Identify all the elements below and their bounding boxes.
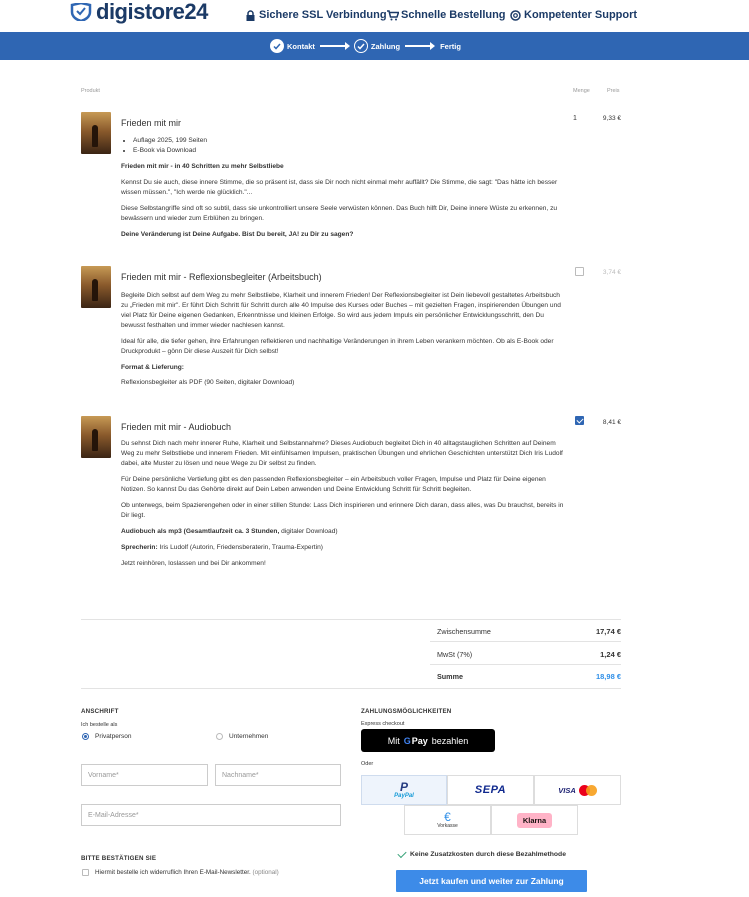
- product-description: [121, 291, 567, 394]
- vorkasse-label: Vorkasse: [437, 823, 458, 829]
- product-paragraph: Kennst Du sie auch, diese innere Stimme, die so präsent ist, dass sie Dir noch nicht einmal mehr auffällt? Die Stimme, die sagt: "Das hätte ich besser wissen müssen.", "Ich werde nie glücklich."...: [121, 179, 558, 196]
- product-format-rest: digitaler Download): [279, 528, 338, 535]
- company-radio[interactable]: [216, 733, 223, 740]
- trust-support-label: Kompetenter Support: [524, 9, 638, 21]
- product-speaker-rest: Iris Ludolf (Autorin, Friedensberaterin, Trauma-Expertin): [157, 544, 323, 551]
- product-subtitle: Frieden mit mir - in 40 Schritten zu mehr Selbstliebe: [121, 163, 284, 170]
- visa-mastercard-logo: [558, 785, 597, 796]
- product-bullet: • E-Book via Download: [133, 146, 567, 156]
- address-heading: ANSCHRIFT: [81, 708, 119, 715]
- sum-value: 18,98 €: [595, 672, 621, 681]
- product-paragraph: Für Deine persönliche Vertiefung gibt es den passenden Reflexionsbegleiter – ein Arbeitsbuch voller Fragen, Impulse und Platz für Deine eigenen Notizen. So kannst Du das Gehörte direkt auf Dein Leben anwenden und Deine Entwicklung Schritt für Schritt begleiten.: [121, 476, 546, 493]
- klarna-logo: Klarna: [517, 813, 552, 828]
- column-quantity: Menge: [573, 88, 590, 94]
- checkout-progress-bar: [0, 32, 749, 60]
- buy-now-button[interactable]: Jetzt kaufen und weiter zur Zahlung: [396, 870, 587, 892]
- totals-divider: [430, 664, 621, 665]
- vat-value: 1,24 €: [600, 650, 621, 659]
- confirm-heading: BITTE BESTÄTIGEN SIE: [81, 855, 157, 862]
- totals-divider: [430, 641, 621, 642]
- product-image: [81, 416, 111, 458]
- paypal-icon: P: [399, 780, 408, 794]
- card-option[interactable]: [534, 775, 621, 805]
- order-as-label: Ich bestelle als: [81, 722, 118, 728]
- trust-support: [510, 9, 637, 21]
- lock-icon: [245, 10, 256, 21]
- product-title: Frieden mit mir - Audiobuch: [121, 422, 232, 432]
- step-current-check-icon: [354, 39, 368, 53]
- check-icon: [397, 848, 406, 857]
- or-label: Oder: [361, 761, 374, 767]
- product-closing: Jetzt reinhören, loslassen und bei Dir ankommen!: [121, 560, 266, 567]
- private-person-radio[interactable]: [82, 733, 89, 740]
- paypal-label: PayPal: [394, 793, 414, 799]
- trust-fast: [387, 9, 506, 21]
- product-price: 8,41 €: [602, 419, 621, 426]
- lastname-input[interactable]: Nachname*: [215, 764, 341, 786]
- product-price: 9,33 €: [602, 115, 621, 122]
- vat-label: MwSt (7%): [437, 650, 473, 659]
- product-price: 3,74 €: [602, 269, 621, 276]
- product-image: [81, 112, 111, 154]
- top-header: [0, 0, 749, 32]
- step-done: Fertig: [440, 41, 461, 51]
- logo-text: digistore24: [96, 0, 208, 24]
- newsletter-optional: (optional): [252, 869, 279, 876]
- email-input[interactable]: E-Mail-Adresse*: [81, 804, 341, 826]
- gpay-pay: Pay: [411, 735, 428, 746]
- product-speaker-bold: Sprecherin:: [121, 544, 158, 551]
- product-bullet: • Auflage 2025, 199 Seiten: [133, 136, 567, 146]
- newsletter-label[interactable]: [95, 869, 279, 876]
- product-format-text: Reflexionsbegleiter als PDF (90 Seiten, digitaler Download): [121, 379, 295, 386]
- trust-ssl: [245, 9, 387, 21]
- newsletter-checkbox[interactable]: [82, 869, 89, 876]
- product-title: Frieden mit mir: [121, 118, 182, 128]
- no-fees-text: Keine Zusatzkosten durch diese Bezahlmethode: [410, 851, 566, 858]
- cart-icon: [387, 10, 398, 21]
- trust-fast-label: Schnelle Bestellung: [401, 9, 506, 21]
- product-paragraph: Ideal für alle, die tiefer gehen, ihre Erfahrungen reflektieren und nachhaltige Veränderungen in ihrem Leben verankern möchten. Ob als E-Book oder Druckprodukt – gönn Dir diese Auszeit für Dich selbst!: [121, 338, 554, 355]
- google-pay-button[interactable]: [361, 729, 495, 752]
- product-paragraph: Du sehnst Dich nach mehr innerer Ruhe, Klarheit und Selbstannahme? Dieses Audiobuch begleitet Dich in 40 alltagstauglichen Schritten auf Deinem Weg zu mehr Selbstliebe und innerem Frieden. Mit einfühlsamen Impulsen, praktischen Übungen und ehrlichen Geschichten unterstützt Dich Iris Ludolf dabei, alte Muster zu lösen und neue Wege zu Dir selbst zu finden.: [121, 440, 563, 467]
- step-arrow-icon: [320, 45, 346, 47]
- gpay-prefix: Mit: [387, 735, 400, 746]
- step-payment: Zahlung: [370, 41, 401, 51]
- product-image: [81, 266, 111, 308]
- column-product: Produkt: [81, 88, 100, 94]
- totals-divider: [81, 619, 621, 620]
- product-description: [121, 439, 567, 575]
- product-paragraph-bold: Deine Veränderung ist Deine Aufgabe. Bist Du bereit, JA! zu Dir zu sagen?: [121, 231, 354, 238]
- step-contact: Kontakt: [287, 41, 315, 51]
- product-quantity: 1: [573, 115, 577, 122]
- firstname-input[interactable]: Vorname*: [81, 764, 208, 786]
- product-paragraph: Diese Selbstangriffe sind oft so subtil, dass sie unkontrolliert unsere Seele verwüsten können. Das Buch hilft Dir, Deine innere Wüste zu erkennen, zu bewässern und wieder zum Erblühen zu bringen.: [121, 205, 558, 222]
- product-description: [121, 136, 567, 246]
- sepa-option[interactable]: [447, 775, 534, 805]
- google-g-icon: G: [403, 735, 411, 746]
- visa-label: VISA: [558, 785, 576, 795]
- company-label[interactable]: Unternehmen: [229, 733, 269, 740]
- step-done-check-icon: [270, 39, 284, 53]
- euro-icon: €: [444, 810, 451, 824]
- product-format-bold: Audiobuch als mp3 (Gesamtlaufzeit ca. 3 Stunden,: [121, 528, 280, 535]
- payment-heading: ZAHLUNGSMÖGLICHKEITEN: [361, 708, 452, 715]
- express-checkout-label: Express checkout: [361, 721, 405, 727]
- newsletter-text: Hiermit bestelle ich widerruflich Ihren E-Mail-Newsletter.: [95, 869, 251, 876]
- no-fees-note: [398, 851, 566, 858]
- sum-label: Summe: [437, 672, 463, 681]
- step-arrow-icon: [405, 45, 431, 47]
- column-price: Preis: [607, 88, 620, 94]
- product-format-heading: Format & Lieferung:: [121, 364, 185, 371]
- logo-shield-icon: [70, 3, 92, 21]
- trust-ssl-label: Sichere SSL Verbindung: [259, 9, 387, 21]
- subtotal-label: Zwischensumme: [437, 627, 491, 636]
- product-paragraph: Ob unterwegs, beim Spazierengehen oder in einer stillen Stunde: Lass Dich inspirieren und erinnere Dich daran, dass alles, was Du brauchst, bereits in Dir liegt.: [121, 502, 564, 519]
- totals-divider: [81, 688, 621, 689]
- logo[interactable]: [70, 2, 208, 22]
- klarna-option[interactable]: [491, 805, 578, 835]
- product-title: Frieden mit mir - Reflexionsbegleiter (Arbeitsbuch): [121, 272, 322, 282]
- product-paragraph: Begleite Dich selbst auf dem Weg zu mehr Selbstliebe, Klarheit und innerem Frieden! Der Reflexionsbegleiter ist Dein liebevoll gestaltetes Arbeitsbuch zu „Frieden mit mir". Er führt Dich Schritt für Schritt durch alle 40 Impulse des Kurses oder Buches – mit gezielten Fragen, inspirierenden Übungen und viel Platz für Deine eigenen Gedanken, Erkenntnisse und kleinen Erfolge. So wird aus jedem Impuls ein persönlicher Entwicklungsschritt, den Du bewusst festhalten und immer wieder nachlesen kannst.: [121, 292, 561, 329]
- sepa-logo: SEPA: [474, 784, 507, 796]
- gpay-suffix: bezahlen: [431, 735, 469, 746]
- mastercard-icon: [579, 785, 597, 796]
- support-icon: [510, 10, 521, 21]
- vorkasse-option[interactable]: [404, 805, 491, 835]
- subtotal-value: 17,74 €: [595, 627, 621, 636]
- private-person-label[interactable]: Privatperson: [95, 733, 132, 740]
- paypal-option[interactable]: [361, 775, 447, 805]
